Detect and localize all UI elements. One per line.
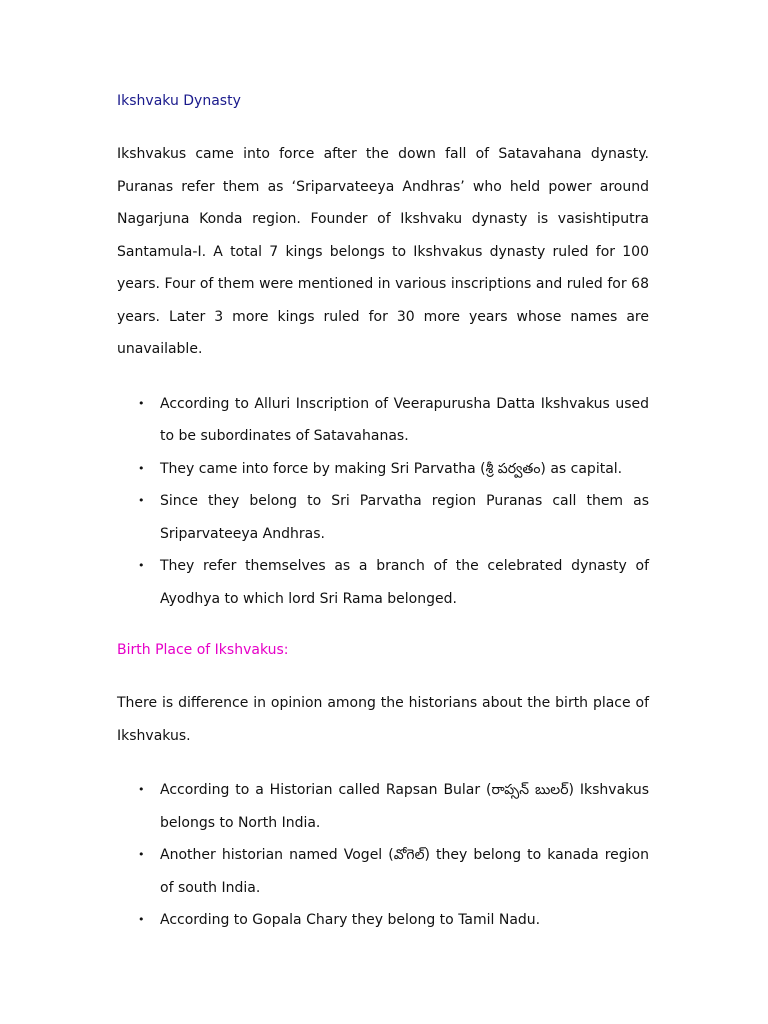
list-item bbox=[117, 550, 649, 615]
list-item bbox=[117, 904, 649, 937]
list-item-text: According to Alluri Inscription of Veerapurusha Datta Ikshvakus used to be subordinates of Satavahanas. bbox=[160, 395, 649, 444]
bullet-icon: • bbox=[138, 559, 145, 572]
document-page bbox=[117, 88, 649, 937]
list-item bbox=[117, 774, 649, 839]
list-item bbox=[117, 485, 649, 550]
bullet-list-dynasty-facts bbox=[117, 388, 649, 616]
list-item bbox=[117, 388, 649, 453]
section-heading-ikshvaku-dynasty: Ikshvaku Dynasty bbox=[117, 93, 241, 109]
section-heading-birth-place: Birth Place of Ikshvakus: bbox=[117, 642, 289, 658]
list-item-text: Another historian named Vogel (వోగెల్) they belong to kanada region of south India. bbox=[160, 847, 649, 896]
bullet-icon: • bbox=[138, 396, 145, 410]
list-item-text: According to Gopala Chary they belong to Tamil Nadu. bbox=[160, 912, 541, 928]
bullet-icon: • bbox=[138, 848, 145, 861]
bullet-icon: • bbox=[138, 913, 145, 926]
bullet-icon: • bbox=[138, 461, 145, 475]
list-item-text: They came into force by making Sri Parvatha (శ్రీ పర్వతం) as capital. bbox=[160, 460, 623, 477]
list-item-text: According to a Historian called Rapsan Bular (రాప్సన్ బులర్) Ikshvakus belongs to North India. bbox=[160, 782, 649, 831]
bullet-list-birth-place-opinions bbox=[117, 774, 649, 937]
birth-place-paragraph: There is difference in opinion among the historians about the birth place of Ikshvakus. bbox=[117, 695, 649, 744]
list-item bbox=[117, 839, 649, 904]
list-item bbox=[117, 453, 649, 486]
bullet-icon: • bbox=[138, 494, 145, 507]
list-item-text: Since they belong to Sri Parvatha region Puranas call them as Sriparvateeya Andhras. bbox=[160, 493, 649, 542]
list-item-text: They refer themselves as a branch of the celebrated dynasty of Ayodhya to which lord Sri Rama belonged. bbox=[160, 558, 649, 607]
intro-paragraph: Ikshvakus came into force after the down fall of Satavahana dynasty. Puranas refer them as ‘Sriparvateeya Andhras’ who held power around Nagarjuna Konda region. Founder of Ikshvaku dynasty is vasishtiputra Santamula-I. A total 7 kings belongs to Ikshvakus dynasty ruled for 100 years. Four of them were mentioned in various inscriptions and ruled for 68 years. Later 3 more kings ruled for 30 more years whose names are unavailable. bbox=[117, 146, 649, 357]
bullet-icon: • bbox=[138, 783, 145, 796]
